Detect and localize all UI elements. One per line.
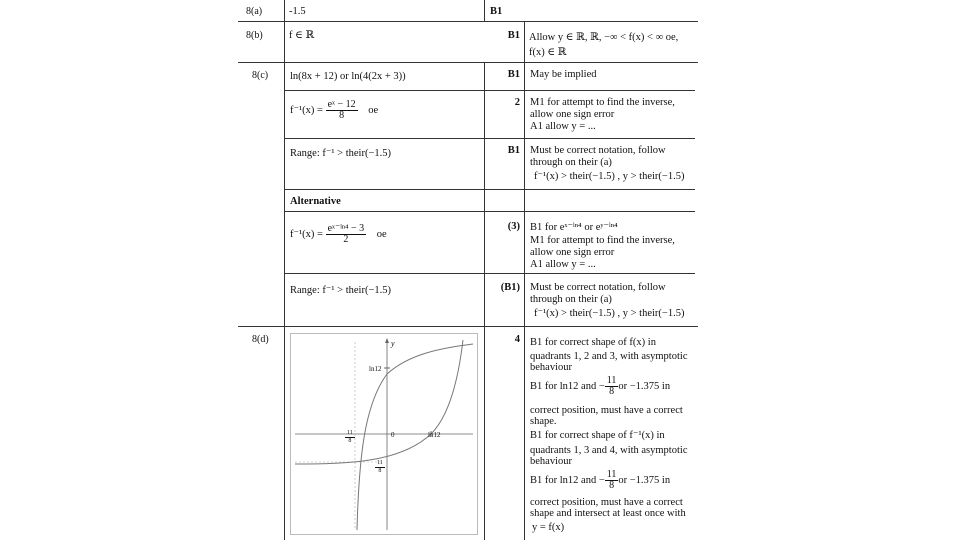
guidance: allow one sign error [530, 109, 615, 120]
guidance: Allow y ∈ ℝ, ℝ, −∞ < f(x) < ∞ oe, [529, 32, 679, 43]
guidance: through on their (a) [530, 157, 612, 168]
question-label: 8(c) [252, 70, 269, 81]
question-label: 8(b) [246, 30, 263, 41]
guidance: Must be correct notation, follow [530, 282, 666, 293]
guidance: A1 allow y = ... [530, 121, 596, 132]
rule [238, 62, 698, 63]
mark: B1 [507, 69, 520, 80]
rule [238, 21, 698, 22]
answer: Range: f⁻¹ > their(−1.5) [290, 285, 392, 296]
guidance: Must be correct notation, follow [530, 145, 666, 156]
mark: B1 [490, 6, 503, 17]
question-label: 8(a) [246, 6, 263, 17]
curve-f-inverse [295, 340, 463, 464]
guidance-line: B1 for ln12 and − $\frac{11}{8}$ or −1.375 in [530, 469, 671, 491]
graph-y-label: y [391, 339, 395, 348]
guidance: quadrants 1, 3 and 4, with asymptotic [530, 445, 688, 456]
guidance: B1 for correct shape of f⁻¹(x) in [530, 430, 665, 441]
graph-neg-fraction: $\frac{11}{8}$ [377, 459, 383, 474]
guidance: f⁻¹(x) > their(−1.5) , y > their(−1.5) [534, 308, 685, 319]
rule [484, 62, 485, 540]
rule [285, 138, 695, 139]
guidance: correct position, must have a correct [530, 497, 683, 508]
answer: ln(8x + 12) or ln(4(2x + 3)) [290, 71, 406, 82]
graph-ln12-label: ln12 [428, 431, 441, 439]
alternative-expression: f⁻¹(x) = $\frac{\text{eˣ⁻ˡⁿ⁴ − 3}}{2}$ oe [290, 223, 387, 245]
rule [285, 211, 695, 212]
guidance: May be implied [530, 69, 597, 80]
graph-neg-fraction: $\frac{11}{8}$ [347, 429, 353, 444]
rule [238, 326, 698, 327]
guidance: allow one sign error [530, 247, 615, 258]
rule [284, 0, 285, 540]
graph-canvas [291, 334, 477, 534]
inverse-expression: f⁻¹(x) = $\frac{\text{eˣ − 12}}{8}$ oe [290, 99, 379, 121]
mark: B1 [507, 30, 520, 41]
graph-origin-label: 0 [391, 431, 395, 439]
graph-ln12-label: ln12 [369, 365, 382, 373]
answer: f ∈ ℝ [289, 30, 315, 41]
rule [285, 189, 695, 190]
y-axis-arrow [385, 338, 389, 343]
rule [524, 21, 525, 540]
guidance: shape. [530, 416, 557, 427]
guidance: f(x) ∈ ℝ [529, 47, 567, 58]
mark: 4 [514, 334, 520, 345]
guidance: B1 for correct shape of f(x) in [530, 337, 656, 348]
mark: (B1) [500, 282, 520, 293]
question-label: 8(d) [252, 334, 269, 345]
guidance: A1 allow y = ... [530, 259, 596, 270]
guidance: through on their (a) [530, 294, 612, 305]
guidance: B1 for eˣ⁻ˡⁿ⁴ or eʸ⁻ˡⁿ⁴ [530, 222, 618, 233]
mark: 2 [514, 97, 520, 108]
guidance-line: B1 for ln12 and − $\frac{11}{8}$ or −1.375 in [530, 375, 671, 397]
guidance: y = f(x) [532, 522, 565, 533]
section-heading: Alternative [290, 196, 341, 207]
rule [285, 90, 695, 91]
guidance: shape and intersect at least once with [530, 508, 686, 519]
guidance: f⁻¹(x) > their(−1.5) , y > their(−1.5) [534, 171, 685, 182]
guidance: behaviour [530, 362, 572, 373]
guidance: M1 for attempt to find the inverse, [530, 97, 675, 108]
guidance: correct position, must have a correct [530, 405, 683, 416]
sketch-graph [290, 333, 478, 535]
rule [484, 0, 485, 21]
answer: Range: f⁻¹ > their(−1.5) [290, 148, 392, 159]
mark: B1 [507, 145, 520, 156]
answer: -1.5 [289, 6, 306, 17]
guidance: behaviour [530, 456, 572, 467]
guidance: quadrants 1, 2 and 3, with asymptotic [530, 351, 688, 362]
mark: (3) [507, 221, 520, 232]
rule [285, 273, 695, 274]
guidance: M1 for attempt to find the inverse, [530, 235, 675, 246]
